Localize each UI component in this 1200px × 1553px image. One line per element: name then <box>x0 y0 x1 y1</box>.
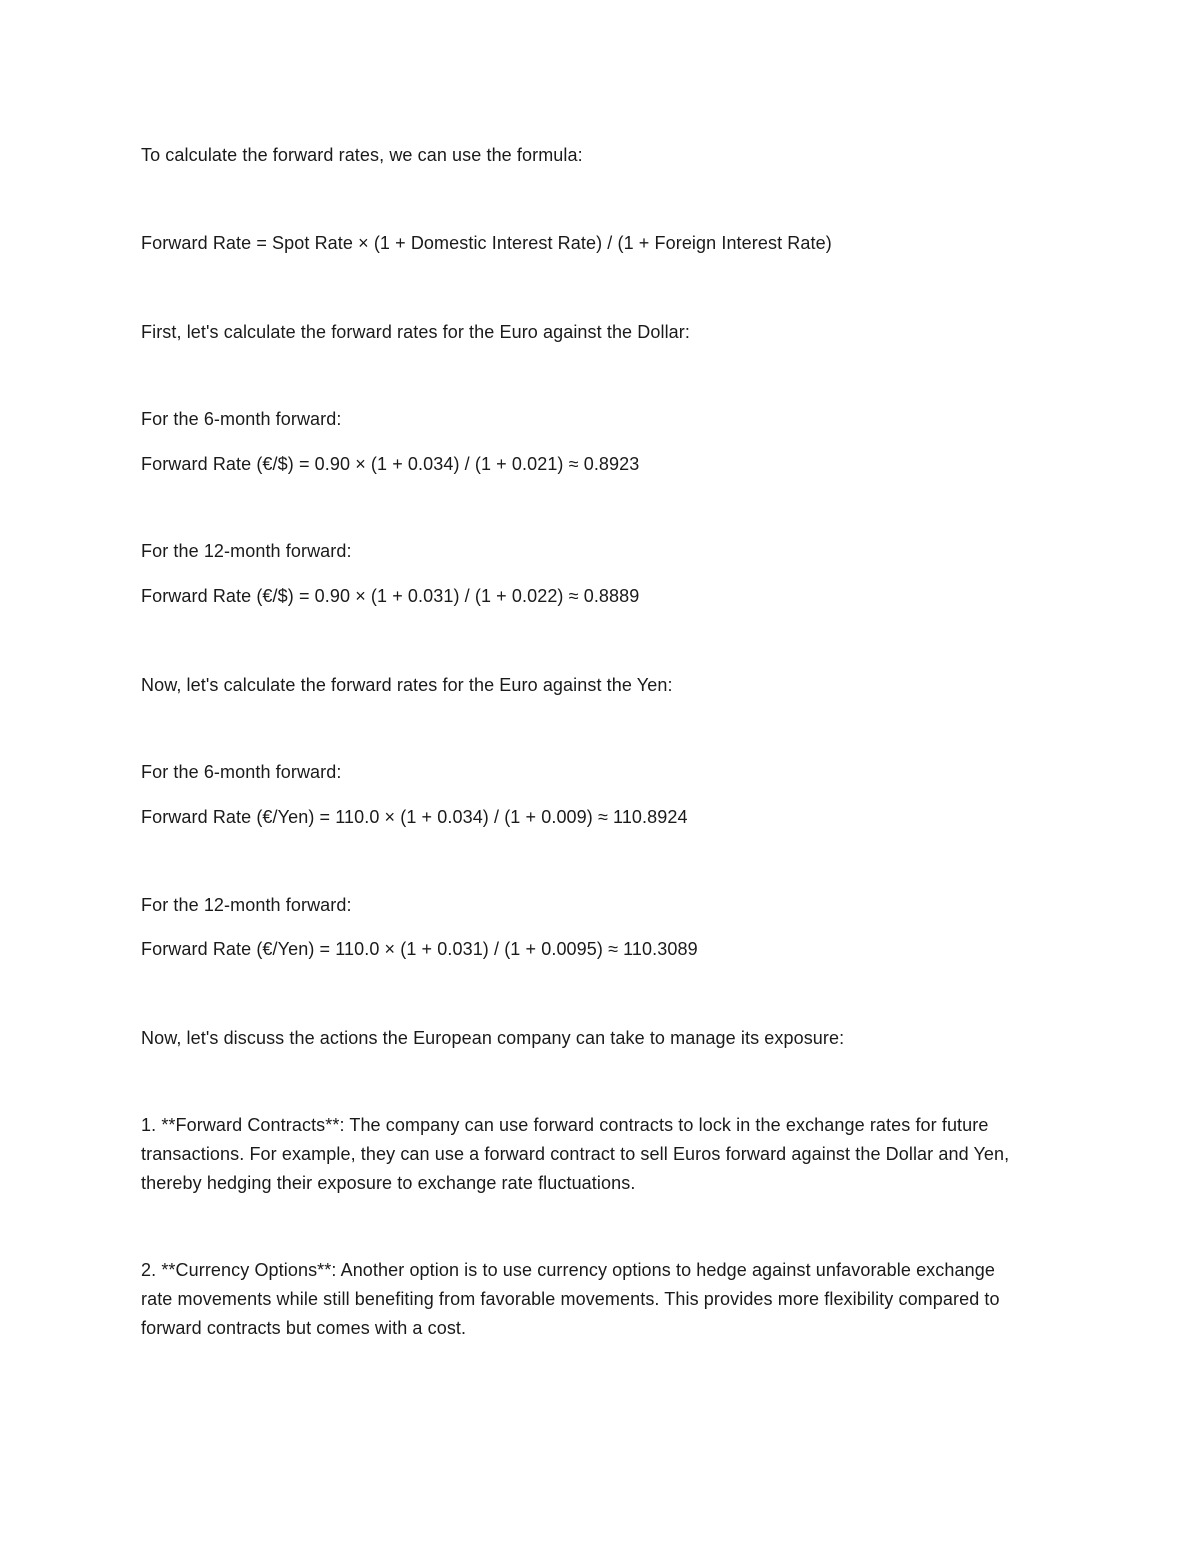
euro-yen-heading: Now, let's calculate the forward rates for the Euro against the Yen: <box>141 675 673 695</box>
euro-dollar-6m-calc: Forward Rate (€/$) = 0.90 × (1 + 0.034) / (1 + 0.021) ≈ 0.8923 <box>141 454 640 474</box>
intro-text: To calculate the forward rates, we can use the formula: <box>141 145 583 165</box>
euro-dollar-12m-label: For the 12-month forward: <box>141 541 352 561</box>
action-currency-options: 2. **Currency Options**: Another option is to use currency options to hedge against unfavorable exchange rate movements while still benefiting from favorable movements. This provides more flexibility compared to forward contracts but comes with a cost. <box>141 1260 1000 1338</box>
actions-heading: Now, let's discuss the actions the European company can take to manage its exposure: <box>141 1028 845 1048</box>
euro-dollar-heading: First, let's calculate the forward rates for the Euro against the Dollar: <box>141 322 690 342</box>
euro-dollar-6m-label: For the 6-month forward: <box>141 409 342 429</box>
euro-yen-12m-calc: Forward Rate (€/Yen) = 110.0 × (1 + 0.031) / (1 + 0.0095) ≈ 110.3089 <box>141 939 698 959</box>
euro-yen-12m-label: For the 12-month forward: <box>141 895 352 915</box>
action-forward-contracts: 1. **Forward Contracts**: The company can use forward contracts to lock in the exchange rates for future transactions. For example, they can use a forward contract to sell Euros forward against the Dollar and Yen, thereby hedging their exposure to exchange rate fluctuations. <box>141 1115 1010 1193</box>
euro-dollar-12m-calc: Forward Rate (€/$) = 0.90 × (1 + 0.031) / (1 + 0.022) ≈ 0.8889 <box>141 586 640 606</box>
euro-yen-6m-label: For the 6-month forward: <box>141 762 342 782</box>
formula-text: Forward Rate = Spot Rate × (1 + Domestic Interest Rate) / (1 + Foreign Interest Rate) <box>141 233 832 253</box>
euro-yen-6m-calc: Forward Rate (€/Yen) = 110.0 × (1 + 0.034) / (1 + 0.009) ≈ 110.8924 <box>141 807 688 827</box>
